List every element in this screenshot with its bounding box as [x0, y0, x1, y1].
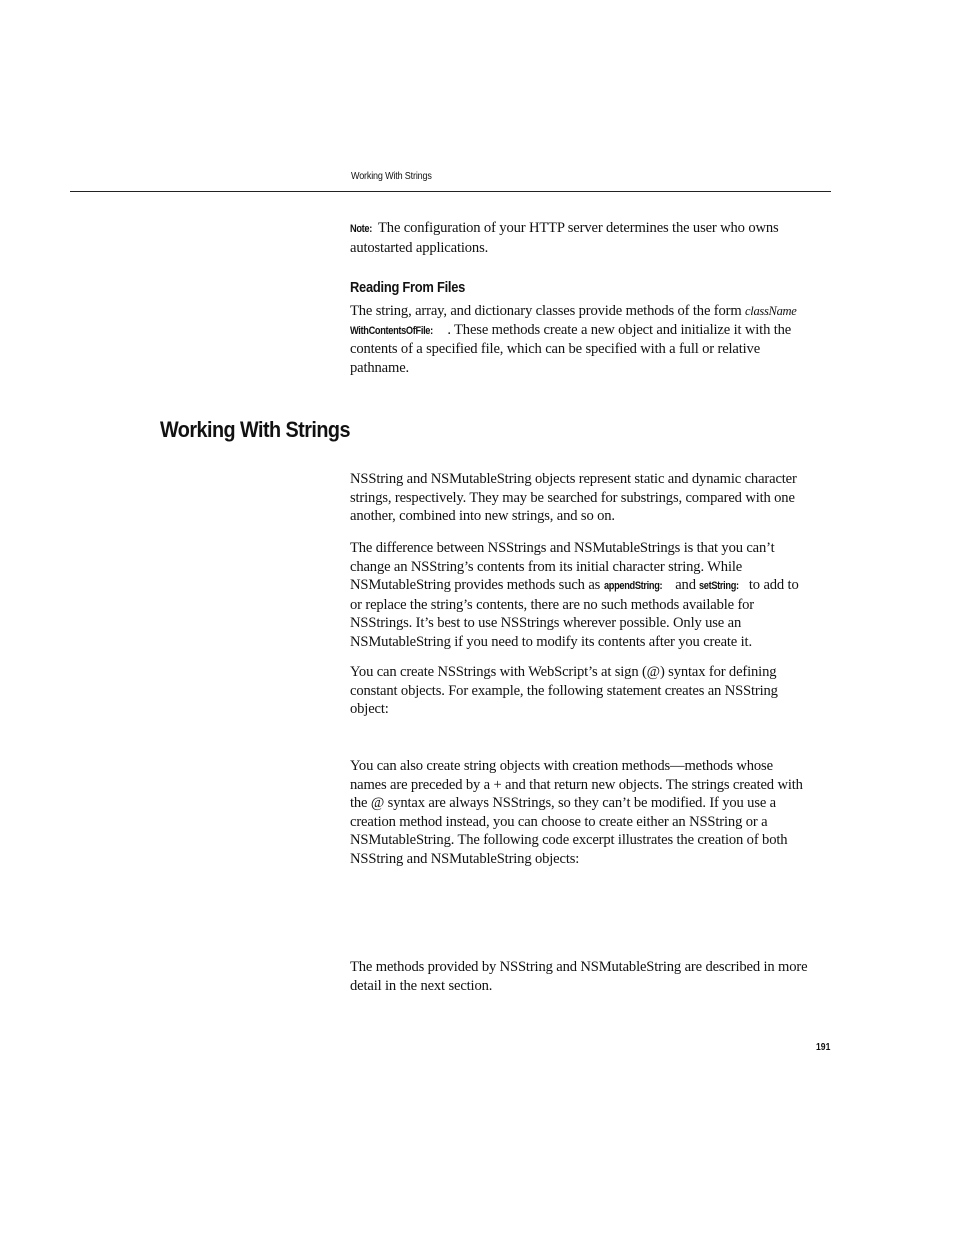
- strings-paragraph-5: The methods provided by NSString and NSMutableString are described in more detail in the next section.: [350, 959, 808, 994]
- note-paragraph: [350, 219, 810, 257]
- note-label: Note:: [350, 223, 372, 235]
- strings-paragraph-4: You can also create string objects with creation methods—methods whose names are preceded by a + and that return new objects. The strings created with the @ syntax are always NSStrings, so they can’t be modified. If you use a creation method instead, you can choose to create either an NSString or a NSMutableString. The following code excerpt illustrates the creation of both NSString and NSMutableString objects:: [350, 758, 803, 867]
- strings-paragraph-2: [350, 539, 810, 651]
- reading-text-1: The string, array, and dictionary classes provide methods of the form: [350, 303, 746, 319]
- page-number: 191: [816, 1042, 831, 1053]
- section-heading: Working With Strings: [160, 417, 350, 442]
- header-rule: [70, 191, 831, 192]
- reading-from-files-heading: Reading From Files: [350, 279, 466, 296]
- strings-p2-text-1: The difference between NSStrings and NSMutableStrings is that you can’t change an NSString’s contents from its initial character string. While NSMutableString provides methods such as: [350, 540, 775, 593]
- classname-italic: className: [745, 304, 797, 318]
- method-name-code: WithContentsOfFile:: [350, 324, 433, 337]
- append-string-code: appendString:: [603, 580, 662, 592]
- strings-p2-text-2: and: [671, 577, 700, 593]
- reading-paragraph: [350, 302, 810, 377]
- note-text: The configuration of your HTTP server determines the user who owns autostarted applications.: [350, 220, 779, 256]
- strings-p2-text-3: to add to or replace the string’s contents, there are no such methods available for NSStrings. It’s best to use NSStrings wherever possible. Only use an NSMutableString if you need to modify its contents after you create it.: [350, 577, 799, 650]
- set-string-code: setString:: [699, 580, 740, 592]
- strings-paragraph-3: You can create NSStrings with WebScript’s at sign (@) syntax for defining constant objects. For example, the following statement creates an NSString object:: [350, 664, 778, 717]
- running-header: Working With Strings: [351, 170, 432, 182]
- strings-paragraph-1: NSString and NSMutableString objects represent static and dynamic character strings, respectively. They may be searched for substrings, compared with one another, combined into new strings, and so on.: [350, 471, 797, 524]
- reading-text-2: . These methods create a new object and initialize it with the contents of a specified file, which can be specified with a full or relative pathname.: [350, 321, 792, 376]
